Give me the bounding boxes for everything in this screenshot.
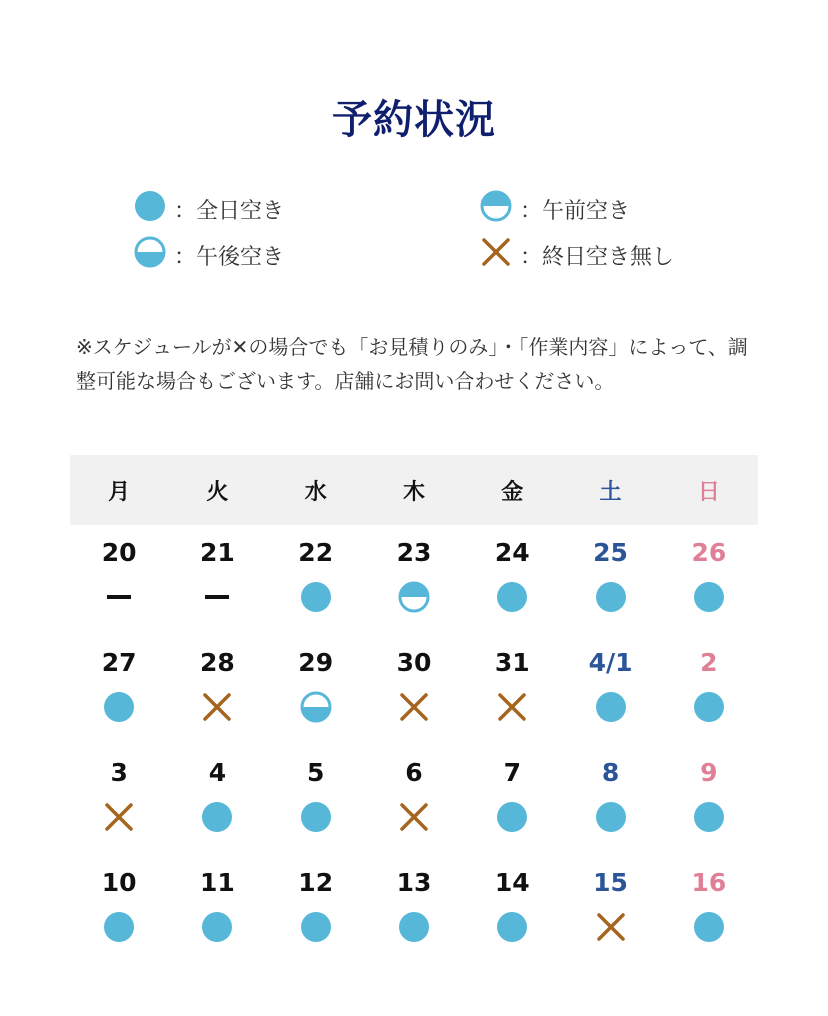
day-number: 20 (101, 538, 137, 567)
day-number: 6 (405, 758, 423, 787)
day-status (267, 687, 365, 727)
calendar-day[interactable] (70, 855, 168, 965)
cross-icon (201, 691, 233, 723)
legend-item-pm (134, 236, 284, 274)
calendar-week (70, 525, 758, 635)
day-number: 15 (593, 868, 628, 897)
day-status (561, 687, 659, 727)
day-status (463, 687, 561, 727)
calendar-day[interactable] (660, 855, 758, 965)
cross-icon (398, 801, 430, 833)
day-number: 2 (700, 648, 718, 677)
dash-icon (107, 595, 131, 599)
afternoon-half-circle-icon (134, 236, 166, 268)
day-number: 21 (200, 538, 235, 567)
calendar-day[interactable] (660, 635, 758, 745)
calendar-day[interactable] (365, 855, 463, 965)
calendar-day[interactable] (267, 745, 365, 855)
calendar-day[interactable] (561, 525, 659, 635)
dash-icon (205, 595, 229, 599)
day-number: 23 (396, 538, 432, 567)
legend-item-none (480, 236, 674, 274)
day-status (70, 797, 168, 837)
day-number: 8 (601, 758, 620, 787)
calendar-day[interactable] (168, 635, 266, 745)
day-status (70, 577, 168, 617)
calendar-day[interactable] (267, 635, 365, 745)
calendar-day[interactable] (463, 745, 561, 855)
day-number: 12 (298, 868, 334, 897)
calendar-day[interactable] (561, 745, 659, 855)
calendar-day[interactable] (267, 855, 365, 965)
day-number: 9 (700, 758, 718, 787)
weekday-label: 木 (402, 479, 425, 505)
full-circle-icon (103, 691, 135, 723)
day-number: 24 (494, 538, 530, 567)
full-circle-icon (201, 801, 233, 833)
full-circle-icon (496, 911, 528, 943)
cross-icon (496, 691, 528, 723)
schedule-note: ※スケジュールが✕の場合でも「お見積りのみ」・「作業内容」によって、調整可能な場合もございます。店舗にお問い合わせください。 (76, 335, 748, 393)
day-status (463, 577, 561, 617)
day-status (267, 577, 365, 617)
full-circle-icon (300, 581, 332, 613)
full-circle-icon (693, 801, 725, 833)
full-circle-icon (398, 911, 430, 943)
full-circle-icon (300, 801, 332, 833)
legend-label: ：午後空き (174, 244, 285, 270)
day-status (267, 907, 365, 947)
calendar-day[interactable] (168, 745, 266, 855)
day-status (168, 907, 266, 947)
weekday-label: 日 (697, 479, 720, 505)
full-circle-icon (496, 581, 528, 613)
day-number: 5 (307, 758, 325, 787)
day-number: 4 (208, 758, 227, 787)
calendar-day[interactable] (463, 635, 561, 745)
calendar-day[interactable] (365, 635, 463, 745)
day-number: 29 (298, 648, 334, 677)
cross-icon (595, 911, 627, 943)
day-status (168, 687, 266, 727)
legend (134, 190, 734, 280)
day-number: 27 (101, 648, 137, 677)
day-number: 4/1 (588, 648, 633, 677)
day-number: 16 (691, 868, 727, 897)
legend-label: ：全日空き (174, 198, 285, 224)
full-circle-icon (595, 581, 627, 613)
full-circle-icon (693, 911, 725, 943)
calendar-week (70, 855, 758, 965)
legend-item-full (134, 190, 284, 228)
day-status (463, 907, 561, 947)
day-status (168, 797, 266, 837)
day-status (660, 687, 758, 727)
full-circle-icon (300, 911, 332, 943)
day-status (267, 797, 365, 837)
day-status (660, 797, 758, 837)
day-status (561, 797, 659, 837)
calendar-day[interactable] (267, 525, 365, 635)
day-status (365, 687, 463, 727)
calendar-day[interactable] (70, 525, 168, 635)
day-number: 13 (396, 868, 432, 897)
day-number: 3 (110, 758, 128, 787)
legend-item-am (480, 190, 630, 228)
full-circle-icon (595, 801, 627, 833)
full-circle-icon (595, 691, 627, 723)
day-number: 28 (200, 648, 235, 677)
full-circle-icon (134, 190, 166, 222)
day-status (365, 577, 463, 617)
calendar-day[interactable] (70, 745, 168, 855)
day-status (660, 577, 758, 617)
cross-icon (398, 691, 430, 723)
calendar-day[interactable] (561, 635, 659, 745)
weekday-label: 火 (206, 479, 229, 505)
day-number: 14 (494, 868, 530, 897)
day-status (70, 907, 168, 947)
calendar-day[interactable] (660, 525, 758, 635)
calendar-day[interactable] (463, 525, 561, 635)
day-status (561, 577, 659, 617)
calendar-day[interactable] (561, 855, 659, 965)
day-number: 22 (298, 538, 334, 567)
day-status (660, 907, 758, 947)
day-number: 10 (101, 868, 137, 897)
day-number: 31 (494, 648, 530, 677)
day-number: 11 (200, 868, 235, 897)
morning-half-circle-icon (398, 581, 430, 613)
day-number: 30 (396, 648, 432, 677)
calendar-day[interactable] (70, 635, 168, 745)
full-circle-icon (103, 911, 135, 943)
day-status (463, 797, 561, 837)
cross-icon (480, 236, 512, 274)
day-number: 26 (691, 538, 727, 567)
day-number: 25 (593, 538, 628, 567)
reservation-calendar (70, 455, 758, 965)
calendar-day[interactable] (365, 525, 463, 635)
calendar-week (70, 635, 758, 745)
morning-half-circle-icon (480, 190, 512, 228)
full-circle-icon (693, 691, 725, 723)
afternoon-half-circle-icon (300, 691, 332, 723)
cross-icon (103, 801, 135, 833)
afternoon-half-circle-icon (134, 236, 166, 274)
day-status (70, 687, 168, 727)
day-status (168, 577, 266, 617)
day-status (365, 797, 463, 837)
morning-half-circle-icon (480, 190, 512, 222)
full-circle-icon (134, 190, 166, 228)
calendar-week (70, 745, 758, 855)
weekday-label: 土 (599, 479, 622, 505)
day-status (561, 907, 659, 947)
calendar-day[interactable] (365, 745, 463, 855)
weekday-header (70, 455, 758, 525)
legend-label: ：終日空き無し (520, 244, 675, 270)
legend-label: ：午前空き (520, 198, 631, 224)
day-number: 7 (503, 758, 521, 787)
full-circle-icon (201, 911, 233, 943)
calendar-day[interactable] (168, 855, 266, 965)
calendar-day[interactable] (168, 525, 266, 635)
weekday-label: 水 (304, 479, 327, 505)
calendar-day[interactable] (660, 745, 758, 855)
day-status (365, 907, 463, 947)
full-circle-icon (693, 581, 725, 613)
calendar-day[interactable] (463, 855, 561, 965)
full-circle-icon (496, 801, 528, 833)
page-title: 予約状況 (332, 97, 496, 143)
weekday-label: 金 (501, 479, 524, 505)
calendar-body (70, 525, 758, 965)
cross-icon (480, 236, 512, 268)
weekday-label: 月 (108, 479, 131, 505)
